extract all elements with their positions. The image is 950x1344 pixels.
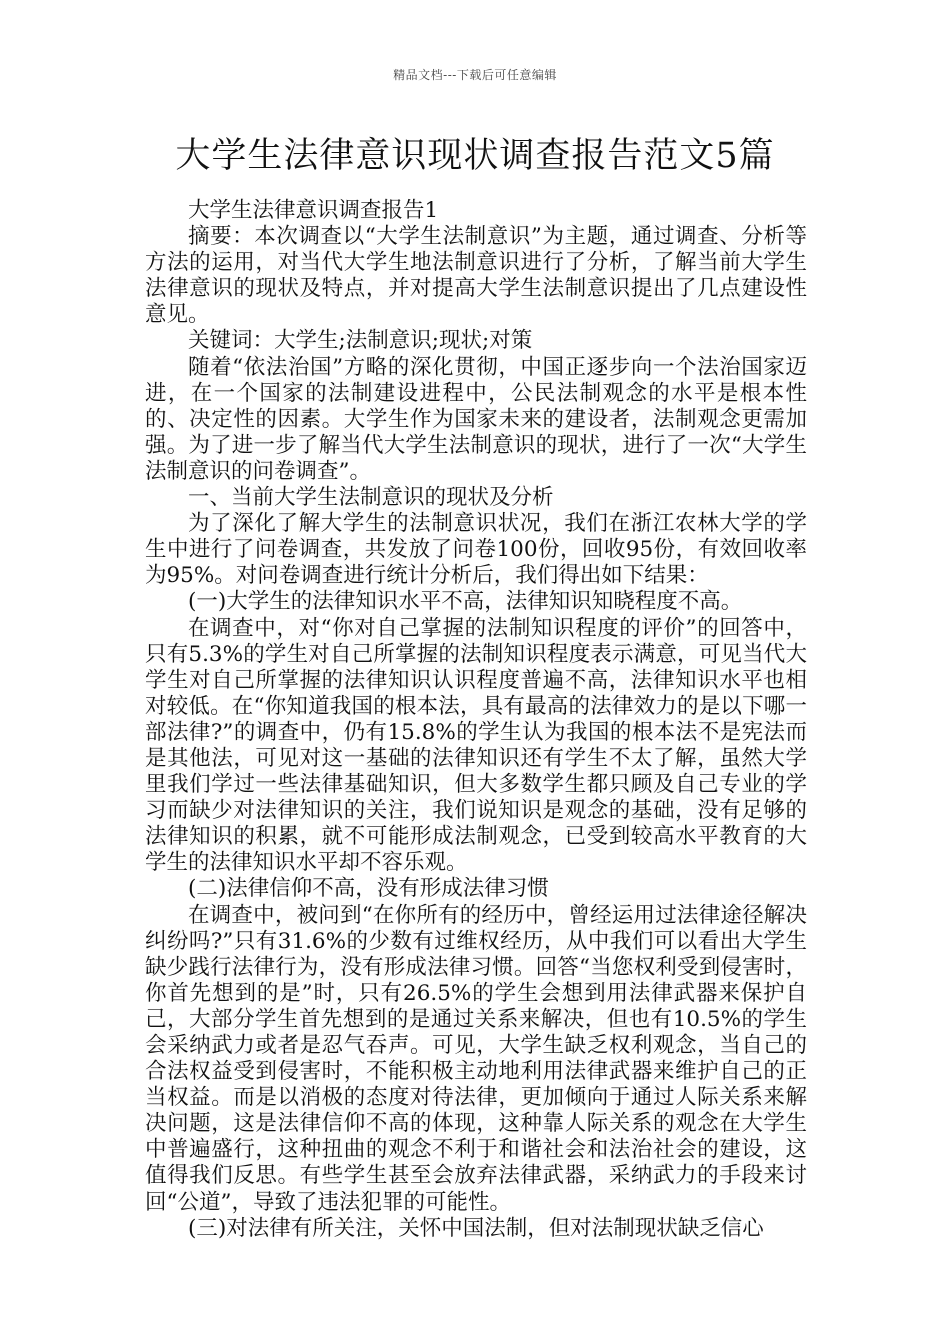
header-note: 精品文档---下载后可任意编辑 (393, 68, 557, 82)
survey-paragraph: 为了深化了解大学生的法制意识状况，我们在浙江农林大学的学生中进行了问卷调查，共发放了问卷100份，回收95份，有效回收率为95%。对问卷调查进行统计分析后，我们得出如下结果： (145, 511, 807, 589)
subsection-heading-1: (一)大学生的法律知识水平不高，法律知识知晓程度不高。 (188, 589, 743, 615)
section-heading-1: 一、当前大学生法制意识的现状及分析 (188, 485, 554, 511)
document-body (145, 198, 807, 1242)
subsection-heading-2: (二)法律信仰不高，没有形成法律习惯 (188, 876, 549, 902)
keywords-paragraph: 关键词：大学生;法制意识;现状;对策 (188, 328, 533, 354)
abstract-paragraph: 摘要：本次调查以“大学生法制意识”为主题，通过调查、分析等方法的运用，对当代大学生地法制意识进行了分析，了解当前大学生法律意识的现状及特点，并对提高大学生法制意识提出了几点建设性意见。 (145, 224, 807, 328)
subsection-heading-3: (三)对法律有所关注，关怀中国法制，但对法制现状缺乏信心 (188, 1215, 764, 1241)
report-subtitle: 大学生法律意识调查报告1 (188, 198, 439, 223)
intro-paragraph: 随着“依法治国”方略的深化贯彻，中国正逐步向一个法治国家迈进，在一个国家的法制建设进程中，公民法制观念的水平是根本性的、决定性的因素。大学生作为国家未来的建设者，法制观念更需加强。为了进一步了解当代大学生法制意识的现状，进行了一次“大学生法制意识的问卷调查”。 (145, 354, 807, 484)
body-paragraph: 在调查中，对“你对自己掌握的法制知识程度的评价”的回答中，只有5.3%的学生对自己所掌握的法制知识程度表示满意，可见当代大学生对自己所掌握的法律知识认识程度普遍不高，法律知识水平也相对较低。在“你知道我国的根本法，具有最高的法律效力的是以下哪一部法律?”的调查中，仍有15.8%的学生认为我国的根本法不是宪法而是其他法，可见对这一基础的法律知识还有学生不太了解，虽然大学里我们学过一些法律基础知识，但大多数学生都只顾及自己专业的学习而缺少对法律知识的关注，我们说知识是观念的基础，没有足够的法律知识的积累，就不可能形成法制观念，已受到较高水平教育的大学生的法律知识水平却不容乐观。 (145, 615, 807, 876)
document-title: 大学生法律意识现状调查报告范文5篇 (175, 136, 775, 176)
body-paragraph: 在调查中，被问到“在你所有的经历中，曾经运用过法律途径解决纠纷吗?”只有31.6%的少数有过维权经历，从中我们可以看出大学生缺少践行法律行为，没有形成法律习惯。回答“当您权利受到侵害时，你首先想到的是”时，只有26.5%的学生会想到用法律武器来保护自己，大部分学生首先想到的是通过关系来解决，但也有10.5%的学生会采纳武力或者是忍气吞声。可见，大学生缺乏权利观念，当自己的合法权益受到侵害时，不能积极主动地利用法律武器来维护自己的正当权益。而是以消极的态度对待法律，更加倾向于通过人际关系来解决问题，这是法律信仰不高的体现，这种靠人际关系的观念在大学生中普遍盛行，这种扭曲的观念不利于和谐社会和法治社会的建设，这值得我们反思。有些学生甚至会放弃法律武器，采纳武力的手段来讨回“公道”，导致了违法犯罪的可能性。 (145, 902, 807, 1215)
